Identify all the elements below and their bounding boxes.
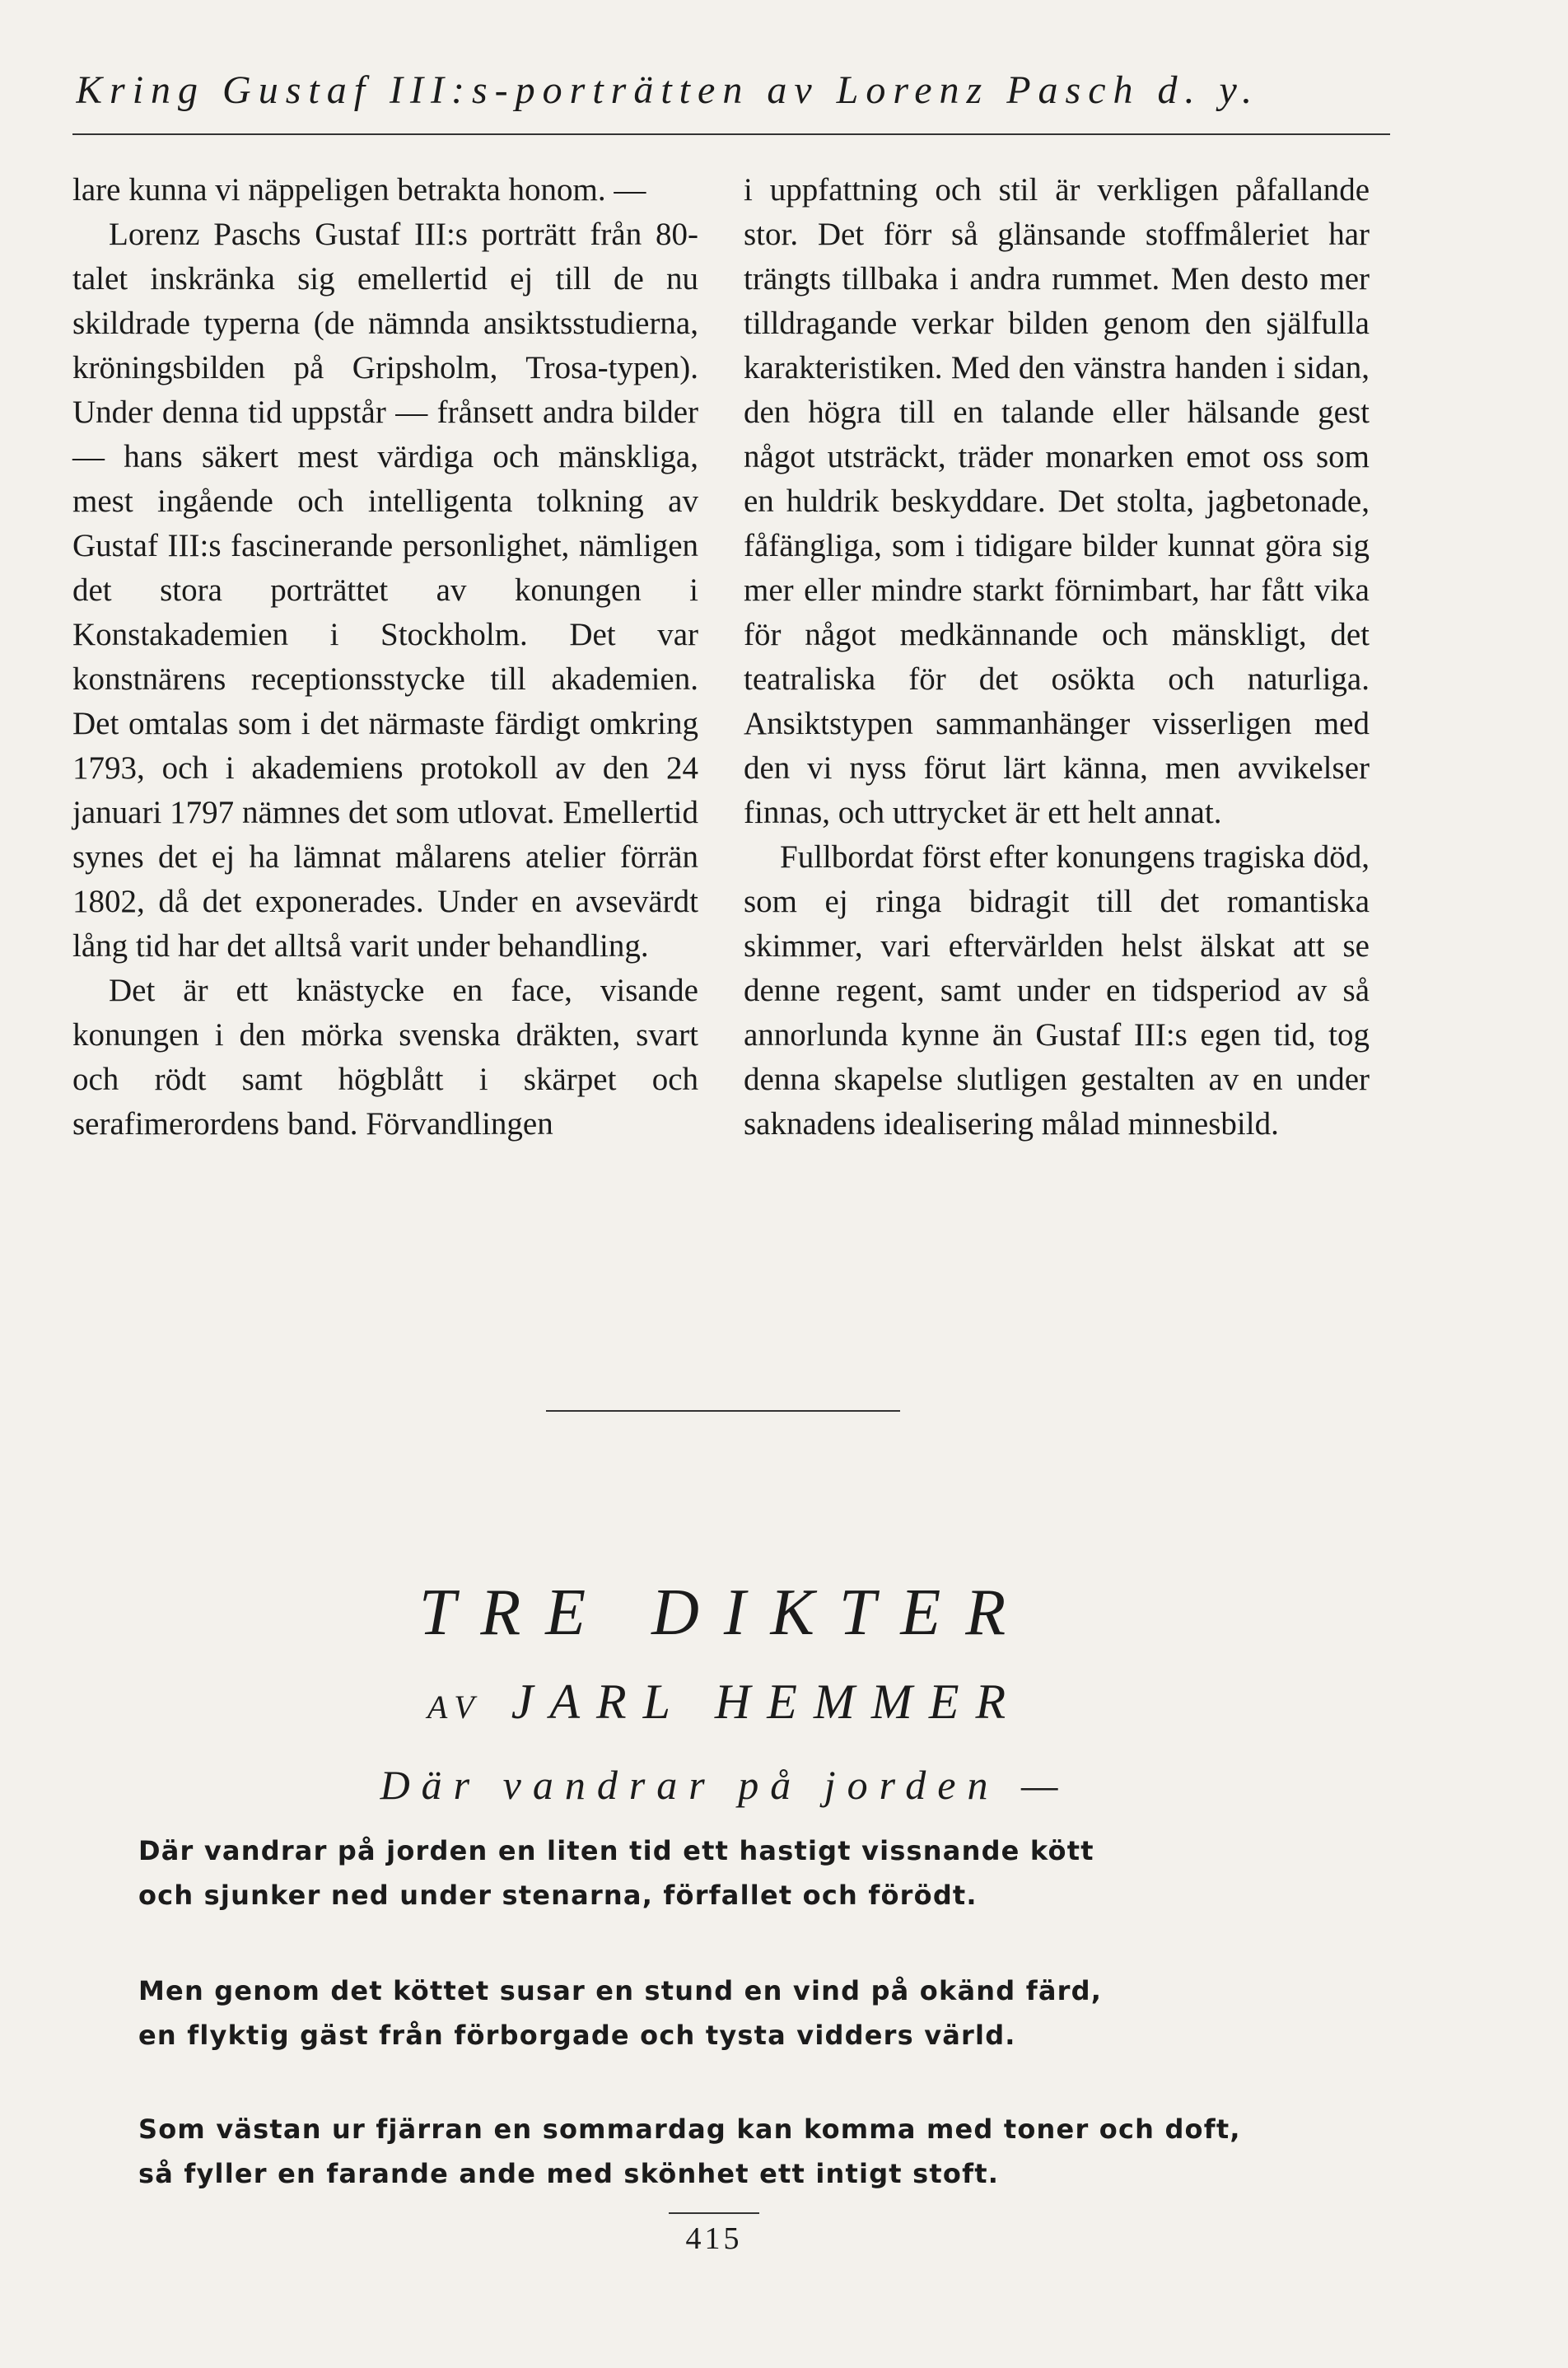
paragraph: Fullbordat först efter konungens tragiska död, som ej ringa bidragit till det romantiska skimmer, vari eftervärlden helst älskat att se denne regent, samt under en tidsperiod av så annorlunda kynne än Gustaf III:s egen tid, tog denna skapelse slutligen gestalten av en under saknadens idealisering målad minnesbild. bbox=[744, 839, 1370, 1142]
stanza bbox=[138, 2107, 1291, 2196]
section-divider bbox=[546, 1410, 900, 1412]
verse-line: Som västan ur fjärran en sommardag kan komma med toner och doft, bbox=[138, 2113, 1241, 2145]
paragraph: i uppfattning och stil är verkligen påfallande stor. Det förr så glänsande stoffmåleriet har trängts tillbaka i andra rummet. Men desto mer tilldragande verkar bilden genom den själfulla karakteristiken. Med den vänstra handen i sidan, den högra till en talande eller hälsande gest något utsträckt, träder monarken emot oss som en huldrik beskyddare. Det stolta, jagbetonade, fåfängliga, som i tidigare bilder kunnat göra sig mer eller mindre starkt förnimbart, har fått vika för något medkännande och mänskligt, det teatraliska för det osökta och naturliga. Ansiktstypen sammanhänger visserligen med den vi nyss förut lärt känna, men avvikelser finnas, och uttrycket är ett helt annat. bbox=[744, 172, 1370, 830]
stanza bbox=[138, 1829, 1291, 1917]
paragraph: Lorenz Paschs Gustaf III:s porträtt från 80-talet inskränka sig emellertid ej till de nu skildrade typerna (de nämnda ansiktsstudierna, kröningsbilden på Gripsholm, Trosa-typen). Under denna tid uppstår — frånsett andra bilder — hans säkert mest värdiga och mänskliga, mest ingående och intelligenta tolkning av Gustaf III:s fascinerande personlighet, nämligen det stora porträttet av konungen i Konstakademien i Stockholm. Det var konstnärens receptionsstycke till akademien. Det omtalas som i det närmaste färdigt omkring 1793, och i akademiens protokoll av den 24 januari 1797 nämnes det som utlovat. Emellertid synes det ej ha lämnat målarens atelier förrän 1802, då det exponerades. Under en avsevärdt lång tid har det alltså varit under behandling. bbox=[72, 217, 698, 964]
poem-title: TRE DIKTER bbox=[418, 1576, 1031, 1649]
verse-line: en flyktig gäst från förborgade och tysta vidders värld. bbox=[138, 2020, 1016, 2051]
verse-line: så fyller en farande ande med skönhet ett intigt stoft. bbox=[138, 2158, 1000, 2189]
poem-author-line bbox=[0, 1670, 1449, 1739]
left-column bbox=[72, 168, 698, 1147]
poem-subtitle: Där vandrar på jorden — bbox=[380, 1762, 1070, 1808]
page-number: 415 bbox=[669, 2212, 759, 2263]
verse-line: Där vandrar på jorden en liten tid ett hastigt vissnande kött bbox=[138, 1835, 1094, 1866]
paragraph: Det är ett knästycke en face, visande konungen i den mörka svenska dräkten, svart och rödt samt högblått i skärpet och serafimerordens band. Förvandlingen bbox=[72, 973, 698, 1142]
header-rule bbox=[72, 133, 1390, 135]
verse-line: och sjunker ned under stenarna, förfallet och förödt. bbox=[138, 1880, 978, 1911]
running-title: Kring Gustaf III:s-porträtten av Lorenz Pasch d. y. bbox=[76, 68, 1260, 112]
author-prefix: AV bbox=[427, 1688, 483, 1726]
stanza bbox=[138, 1969, 1291, 2057]
paragraph: lare kunna vi näppeligen betrakta honom. — bbox=[72, 172, 646, 208]
author-name: JARL HEMMER bbox=[511, 1674, 1023, 1729]
right-column bbox=[744, 168, 1370, 1147]
verse-line: Men genom det köttet susar en stund en vind på okänd färd, bbox=[138, 1975, 1103, 2006]
